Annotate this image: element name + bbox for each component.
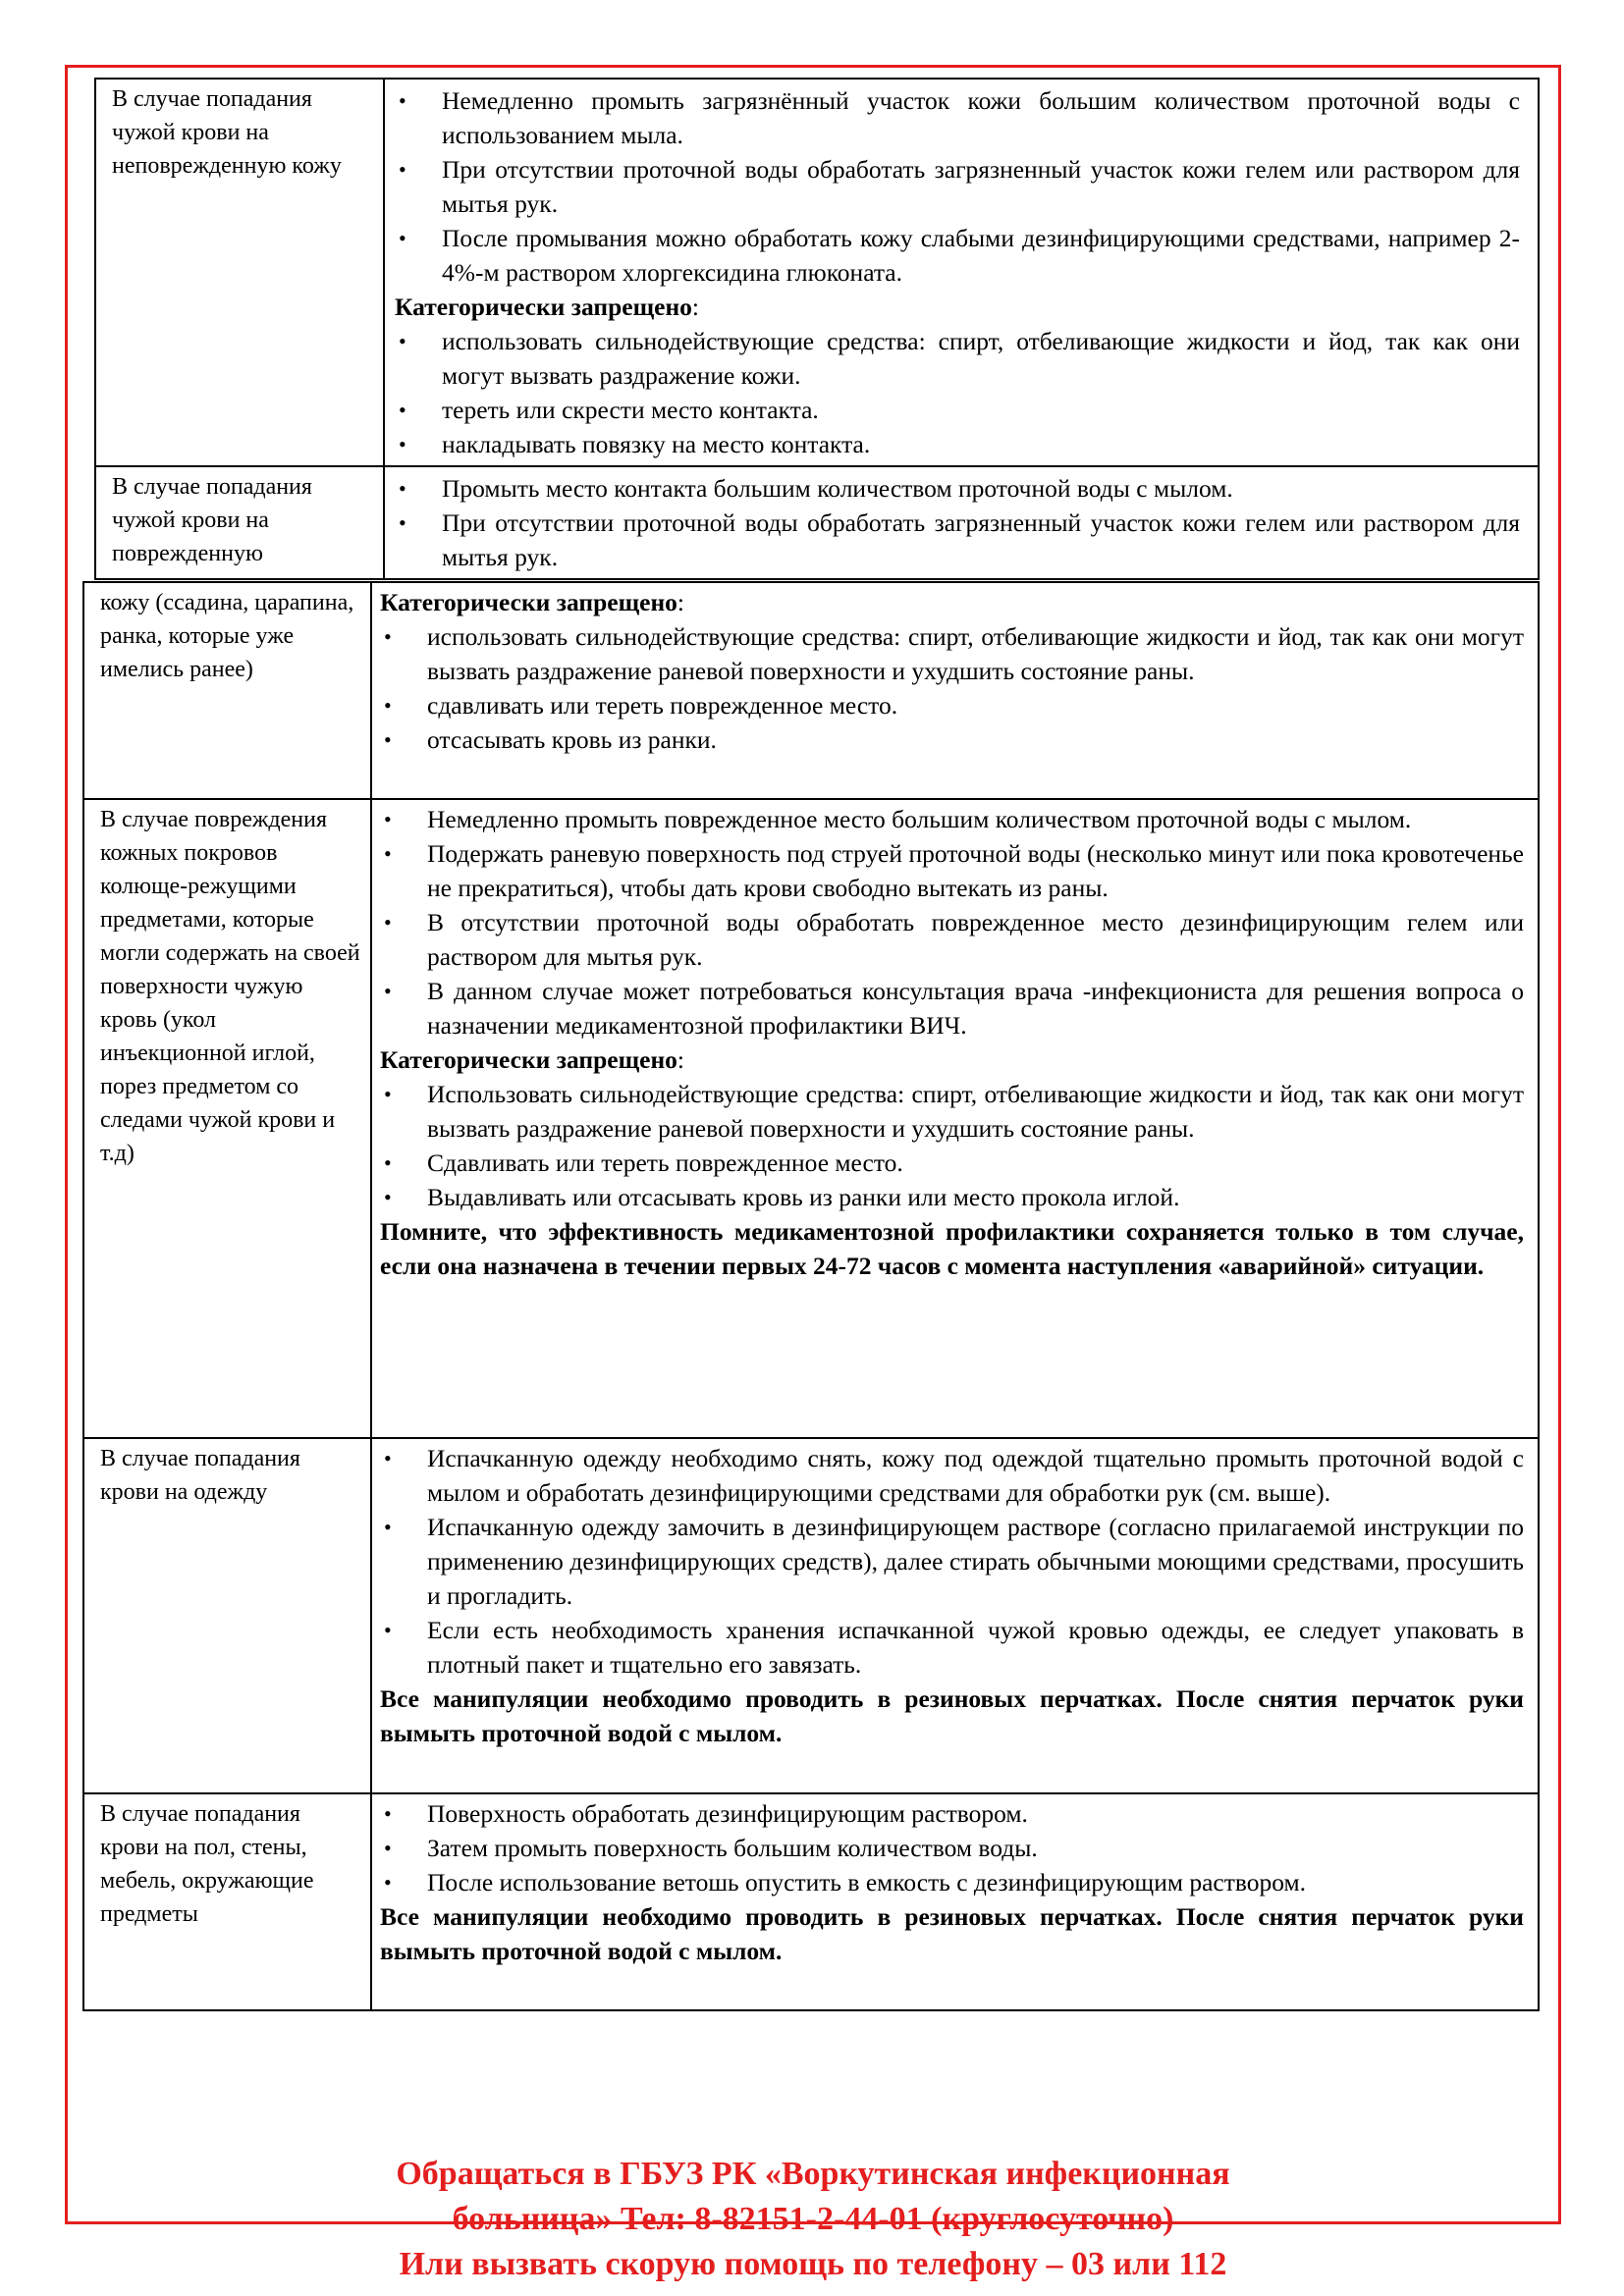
actions-list (380, 1796, 1524, 1899)
prohibited-title: Категорически запрещено (395, 293, 692, 321)
table-row (83, 1438, 1539, 1793)
list-item: • использовать сильнодействующие средства: спирт, отбеливающие жидкости и йод, так как они могут вызвать раздражение кожи. (395, 324, 1520, 393)
prohibited-cell (371, 582, 1539, 799)
list-item: • После использование ветошь опустить в емкость с дезинфицирующим раствором. (380, 1865, 1524, 1899)
list-item: • отсасывать кровь из ранки. (380, 722, 1524, 757)
list-item: • тереть или скрести место контакта. (395, 393, 1520, 427)
list-item: • Испачканную одежду замочить в дезинфицирующем растворе (согласно прилагаемой инструкции по применению дезинфицирующих средств), далее стирать обычными моющими средствами, просушить и прогладить. (380, 1510, 1524, 1613)
list-item: • Немедленно промыть поврежденное место большим количеством проточной воды с мылом. (380, 802, 1524, 836)
table-row (95, 466, 1539, 579)
table-row (95, 79, 1539, 466)
actions-cell (371, 1438, 1539, 1793)
situation-cell: В случае попадания крови на пол, стены, мебель, окружающие предметы (83, 1793, 371, 2010)
list-item: • Испачканную одежду необходимо снять, кожу под одеждой тщательно промыть проточной водой с мылом и обработать дезинфицирующими средствами для обработки рук (см. выше). (380, 1441, 1524, 1510)
contacts-line-phone: больница» Тел: 8-82151-2-44-01 (круглосуточно) (452, 2201, 1174, 2237)
prohibited-title: Категорически запрещено (380, 588, 677, 616)
list-item: • Использовать сильнодействующие средства: спирт, отбеливающие жидкости и йод, так как они могут вызвать раздражение раневой поверхности и ухудшить состояние раны. (380, 1077, 1524, 1146)
table-row (83, 1793, 1539, 2010)
actions-list (395, 83, 1520, 290)
actions-cell (384, 79, 1539, 466)
prohibited-list (395, 324, 1520, 461)
actions-list (380, 802, 1524, 1042)
list-item: • После промывания можно обработать кожу слабыми дезинфицирующими средствами, например 2-4%-м раствором хлоргексидина глюконата. (395, 221, 1520, 290)
list-item: • В данном случае может потребоваться консультация врача -инфекциониста для решения вопроса о назначении медикаментозной профилактики ВИЧ. (380, 974, 1524, 1042)
prohibited-title: Категорически запрещено (380, 1045, 677, 1074)
prophylaxis-note: Помните, что эффективность медикаментозной профилактики сохраняется только в том случае, если она назначена в течении первых 24-72 часов с момента наступления «аварийной» ситуации. (380, 1217, 1524, 1280)
list-item: • При отсутствии проточной воды обработать загрязненный участок кожи гелем или раствором для мытья рук. (395, 506, 1520, 574)
table-row (83, 582, 1539, 799)
list-item: • Промыть место контакта большим количеством проточной воды с мылом. (395, 471, 1520, 506)
list-item: • сдавливать или тереть поврежденное место. (380, 688, 1524, 722)
prohibited-heading: Категорически запрещено: (380, 588, 684, 616)
actions-list (380, 1441, 1524, 1682)
situation-cell: В случае попадания крови на одежду (83, 1438, 371, 1793)
list-item: • Затем промыть поверхность большим количеством воды. (380, 1831, 1524, 1865)
list-item: • При отсутствии проточной воды обработать загрязненный участок кожи гелем или раствором для мытья рук. (395, 152, 1520, 221)
list-item: • Сдавливать или тереть поврежденное место. (380, 1146, 1524, 1180)
prohibited-heading: Категорически запрещено: (395, 293, 699, 321)
list-item: • Выдавливать или отсасывать кровь из ранки или место прокола иглой. (380, 1180, 1524, 1214)
gloves-note: Все манипуляции необходимо проводить в резиновых перчатках. После снятия перчаток руки вымыть проточной водой с мылом. (380, 1684, 1524, 1747)
list-item: • Если есть необходимость хранения испачканной чужой кровью одежды, ее следует упаковать в плотный пакет и тщательно его завязать. (380, 1613, 1524, 1682)
actions-cell (384, 466, 1539, 579)
prohibited-heading: Категорически запрещено: (380, 1045, 684, 1074)
actions-list (395, 471, 1520, 574)
situation-cell: В случае повреждения кожных покровов колюще-режущими предметами, которые могли содержать на своей поверхности чужую кровь (укол инъекционной иглой, порез предметом со следами чужой крови и т.д) (83, 799, 371, 1438)
gloves-note: Все манипуляции необходимо проводить в резиновых перчатках. После снятия перчаток руки вымыть проточной водой с мылом. (380, 1902, 1524, 1965)
actions-cell (371, 799, 1539, 1438)
instructions-table-upper (94, 78, 1540, 580)
situation-cell: В случае попадания чужой крови на поврежденную (95, 466, 384, 579)
instructions-table-lower (82, 581, 1540, 2011)
list-item: • накладывать повязку на место контакта. (395, 427, 1520, 461)
list-item: • Немедленно промыть загрязнённый участок кожи большим количеством проточной воды с использованием мыла. (395, 83, 1520, 152)
list-item: • Поверхность обработать дезинфицирующим раствором. (380, 1796, 1524, 1831)
prohibited-list (380, 619, 1524, 757)
list-item: • использовать сильнодействующие средства: спирт, отбеливающие жидкости и йод, так как они могут вызвать раздражение раневой поверхности и ухудшить состояние раны. (380, 619, 1524, 688)
contacts-line-ambulance: Или вызвать скорую помощь по телефону – 03 или 112 (399, 2246, 1227, 2282)
situation-cell: В случае попадания чужой крови на неповрежденную кожу (95, 79, 384, 466)
list-item: • Подержать раневую поверхность под струей проточной воды (несколько минут или пока кровотеченье не прекратиться), чтобы дать крови свободно вытекать из раны. (380, 836, 1524, 905)
contacts-block (65, 2152, 1561, 2287)
table-row (83, 799, 1539, 1438)
actions-cell (371, 1793, 1539, 2010)
situation-cell: кожу (ссадина, царапина, ранка, которые уже имелись ранее) (83, 582, 371, 799)
list-item: • В отсутствии проточной воды обработать поврежденное место дезинфицирующим гелем или раствором для мытья рук. (380, 905, 1524, 974)
contacts-line-hospital: Обращаться в ГБУЗ РК «Воркутинская инфекционная (396, 2156, 1230, 2192)
prohibited-list (380, 1077, 1524, 1214)
